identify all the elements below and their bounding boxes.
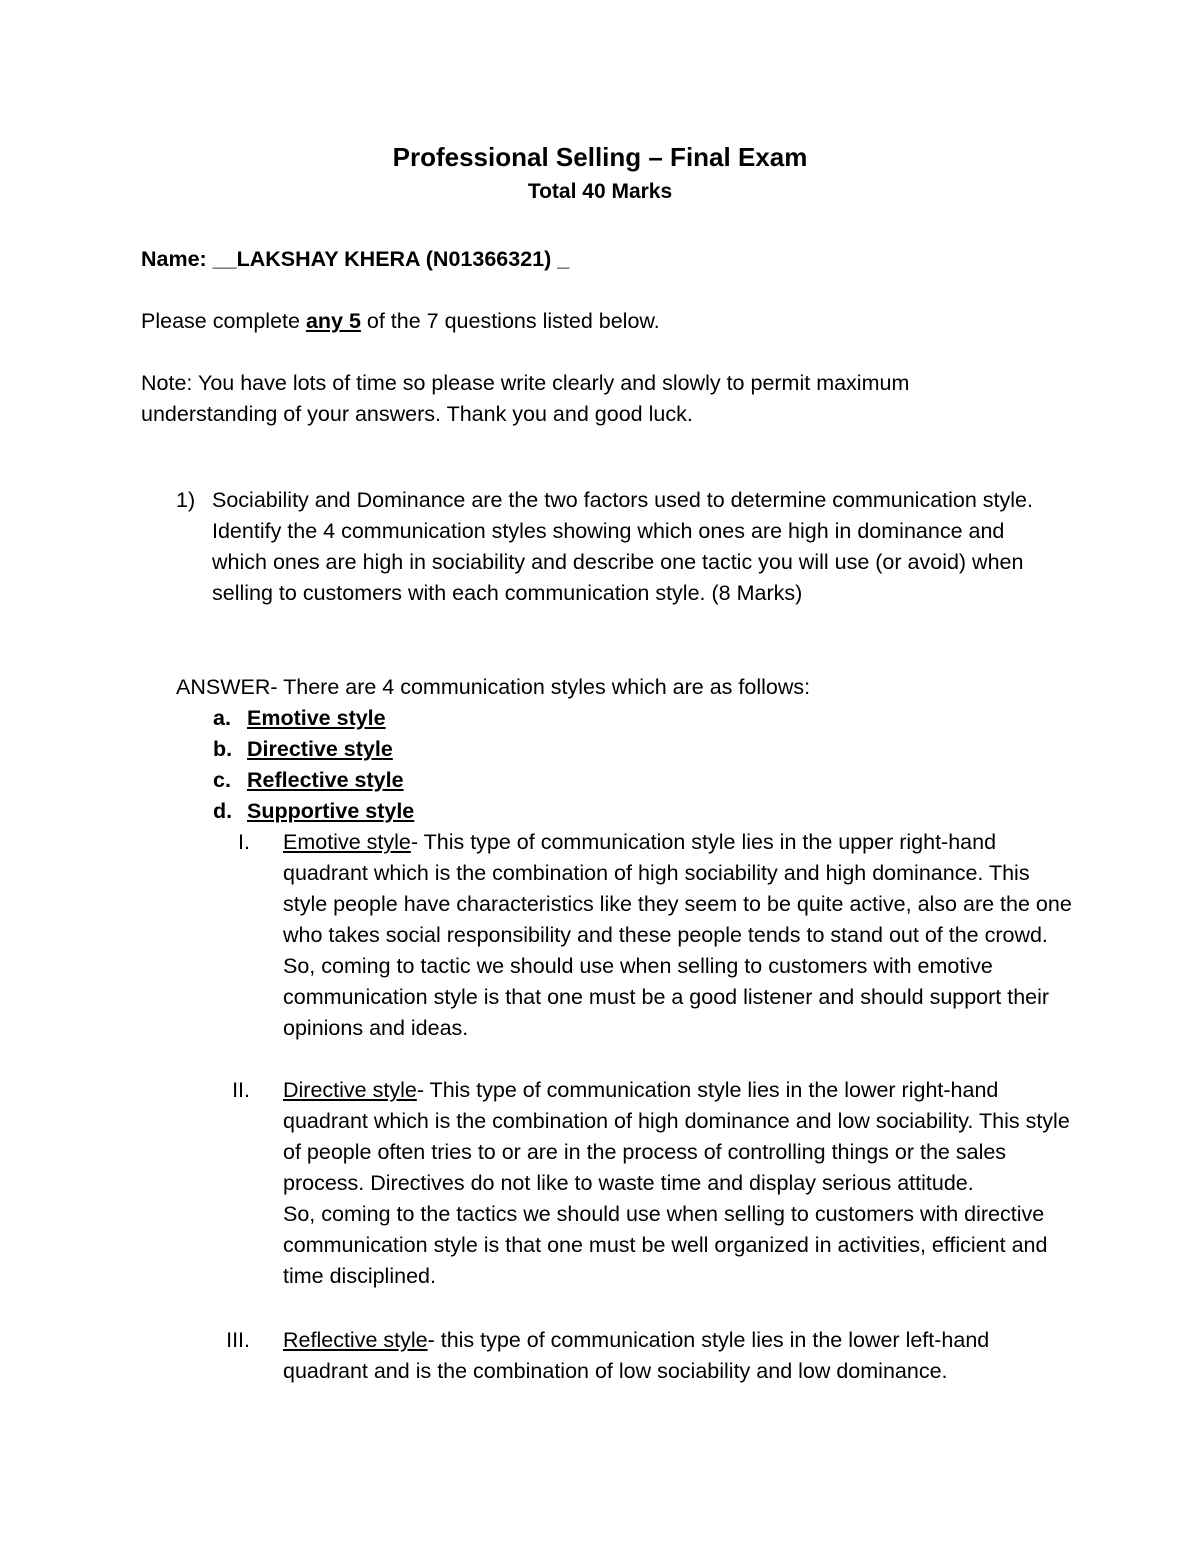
document-title: Professional Selling – Final Exam	[392, 142, 808, 172]
instructions	[141, 306, 1041, 337]
list-item	[213, 734, 713, 765]
instructions-post: of the 7 questions listed below.	[360, 309, 660, 333]
detail-text: - this type of communication style lies in the lower left-hand quadrant and is the combination of low sociability and low dominance.	[283, 1328, 990, 1383]
detail-content	[283, 1075, 1073, 1292]
list-label: Supportive style	[247, 799, 415, 823]
styles-list	[213, 703, 713, 827]
detail-tactic: So, coming to the tactics we should use when selling to customers with directive communication style is that one must be well organized in activities, efficient and time disciplined.	[283, 1202, 1048, 1288]
note-paragraph: Note: You have lots of time so please write clearly and slowly to permit maximum understanding of your answers. Thank you and good luck.	[141, 371, 910, 426]
list-label: Directive style	[247, 737, 393, 761]
question-1	[176, 485, 1076, 609]
detail-heading: Reflective style	[283, 1328, 428, 1352]
list-label: Reflective style	[247, 768, 404, 792]
document-subtitle: Total 40 Marks	[527, 180, 673, 203]
list-label: Emotive style	[247, 706, 386, 730]
detail-heading: Emotive style	[283, 830, 411, 854]
roman-numeral: I.	[238, 830, 250, 854]
question-number: 1)	[176, 488, 196, 512]
student-name-line: Name: __LAKSHAY KHERA (N01366321) _	[141, 247, 570, 271]
detail-tactic: So, coming to tactic we should use when selling to customers with emotive communication style is that one must be a good listener and should support their opinions and ideas.	[283, 954, 1050, 1040]
detail-content	[283, 827, 1073, 1044]
detail-text: - This type of communication style lies in the lower right-hand quadrant which is the combination of high dominance and low sociability. This style of people often tries to or are in the process of controlling things or the sales process. Directives do not like to waste time and display serious attitude.	[283, 1078, 1070, 1195]
detail-directive	[200, 1075, 1080, 1292]
list-item	[213, 796, 713, 827]
answer-intro: ANSWER- There are 4 communication styles which are as follows:	[176, 675, 811, 699]
detail-content	[283, 1325, 1073, 1387]
detail-emotive	[200, 827, 1080, 1044]
question-text: Sociability and Dominance are the two factors used to determine communication style. Identify the 4 communication styles showing which ones are high in dominance and which ones are high in sociability and describe one tactic you will use (or avoid) when selling to customers with each communication style. (8 Marks)	[212, 488, 1033, 605]
roman-numeral: II.	[232, 1078, 250, 1102]
detail-reflective	[200, 1325, 1080, 1387]
list-letter: c.	[213, 768, 231, 792]
list-item	[213, 703, 713, 734]
list-item	[213, 765, 713, 796]
instructions-pre: Please complete	[141, 309, 306, 333]
list-letter: a.	[213, 706, 231, 730]
list-letter: d.	[213, 799, 233, 823]
detail-text: - This type of communication style lies in the upper right-hand quadrant which is the combination of high sociability and high dominance. This style people have characteristics like they seem to be quite active, also are the one who takes social responsibility and these people tends to stand out of the crowd.	[283, 830, 1072, 947]
list-letter: b.	[213, 737, 233, 761]
roman-numeral: III.	[226, 1328, 250, 1352]
detail-heading: Directive style	[283, 1078, 417, 1102]
instructions-emphasis: any 5	[305, 309, 361, 333]
